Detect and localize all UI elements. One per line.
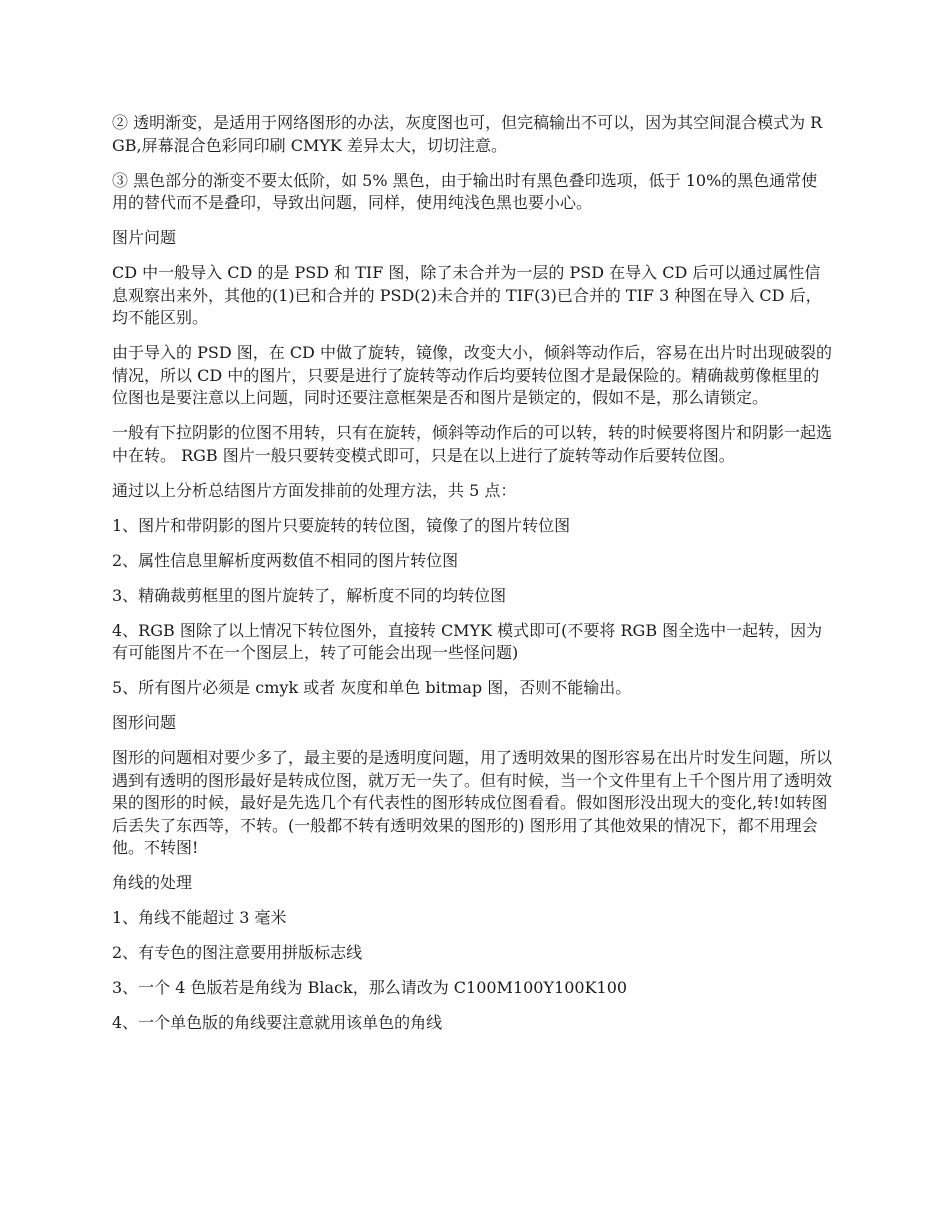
section-heading-graphic-issues: 图形问题 (112, 713, 177, 732)
list-item: 4、一个单色版的角线要注意就用该单色的角线 (112, 1013, 443, 1032)
paragraph-transparency: 图形的问题相对要少多了，最主要的是透明度问题，用了透明效果的图形容易在出片时发生问题，所以遇到有透明的图形最好是转成位图，就万无一失了。但有时候，当一个文件里有上千个图片用了透明效果的图形的时候，最好是先选几个有代表性的图形转成位图看看。假如图形没出现大的变化,转!如转图后丢失了东西等，不转。(一般都不转有透明效果的图形的) 图形用了其他效果的情况下，都不用理会他。不转图! (112, 748, 833, 857)
list-item: 3、精确裁剪框里的图片旋转了，解析度不同的均转位图 (112, 585, 507, 605)
paragraph-summary-intro: 通过以上分析总结图片方面发排前的处理方法，共 5 点： (112, 480, 517, 500)
document-page (112, 112, 832, 1047)
paragraph-psd-rotation: 由于导入的 PSD 图，在 CD 中做了旋转，镜像，改变大小，倾斜等动作后，容易在出片时出现破裂的情况，所以 CD 中的图片，只要是进行了旋转等动作后均要转位图才是最保险的。精确裁剪像框里的位图也是要注意以上问题，同时还要注意框架是否和图片是锁定的，假如不是，那么请锁定。 (112, 343, 832, 407)
list-item: 4、RGB 图除了以上情况下转位图外，直接转 CMYK 模式即可(不要将 RGB 图全选中一起转，因为有可能图片不在一个图层上，转了可能会出现一些怪问题) (112, 620, 823, 662)
paragraph-cd-import: CD 中一般导入 CD 的是 PSD 和 TIF 图，除了未合并为一层的 PSD 在导入 CD 后可以通过属性信息观察出来外，其他的(1)已和合并的 PSD(2)未合并的 TIF(3)已合并的 TIF 3 种图在导入 CD 后，均不能区别。 (112, 263, 822, 327)
list-item: 5、所有图片必须是 cmyk 或者 灰度和单色 bitmap 图，否则不能输出。 (112, 678, 632, 697)
list-item: 2、有专色的图注意要用拼版标志线 (112, 943, 363, 962)
list-item: 1、角线不能超过 3 毫米 (112, 908, 287, 927)
list-item: 2、属性信息里解析度两数值不相同的图片转位图 (112, 550, 459, 570)
section-heading-image-issues: 图片问题 (112, 228, 177, 247)
section-heading-crop-marks: 角线的处理 (112, 873, 193, 892)
paragraph-transparent-gradient: ② 透明渐变，是适用于网络图形的办法，灰度图也可，但完稿输出不可以，因为其空间混合模式为 RGB,屏幕混合色彩同印刷 CMYK 差异太大，切切注意。 (112, 113, 823, 155)
paragraph-drop-shadow: 一般有下拉阴影的位图不用转，只有在旋转，倾斜等动作后的可以转，转的时候要将图片和阴影一起选中在转。 RGB 图片一般只要转变模式即可，只是在以上进行了旋转等动作后要转位图。 (112, 423, 833, 465)
list-item: 1、图片和带阴影的图片只要旋转的转位图，镜像了的图片转位图 (112, 515, 571, 535)
paragraph-black-gradient: ③ 黑色部分的渐变不要太低阶，如 5% 黑色，由于输出时有黑色叠印选项，低于 10%的黑色通常使用的替代而不是叠印，导致出问题，同样，使用纯浅色黑也要小心。 (112, 170, 818, 212)
list-item: 3、一个 4 色版若是角线为 Black，那么请改为 C100M100Y100K100 (112, 978, 628, 997)
